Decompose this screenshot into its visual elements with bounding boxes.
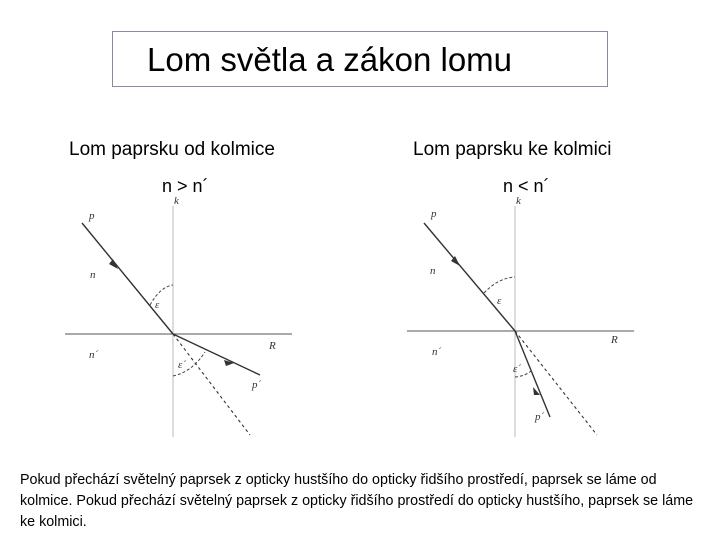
title-box [112,31,608,87]
label-epsilon-prime: ε´ [178,359,186,371]
label-epsilon-prime: ε´ [513,363,521,375]
caption-part-3: . [82,514,87,530]
label-n-prime: n´ [89,349,99,361]
label-epsilon: ε [155,299,160,311]
label-n-prime: n´ [432,346,442,358]
label-p: p [431,208,437,220]
left-refraction-diagram [60,192,300,442]
incident-arrow [109,259,118,269]
label-p: p [89,210,95,222]
label-epsilon: ε [497,295,502,307]
label-p-prime: p´ [535,411,545,423]
right-relation: n < n´ [503,176,550,196]
caption-part-1: Pokud přechází světelný paprsek z opticky hustšího do opticky řidšího prostředí, paprsek se láme [20,472,641,488]
left-heading: Lom paprsku od kolmice [69,139,275,160]
refracted-ray [173,334,260,375]
incident-ray [82,223,173,334]
right-heading: Lom paprsku ke kolmici [413,139,612,160]
label-r: R [611,334,618,346]
label-n: n [430,265,436,277]
label-n: n [90,269,96,281]
label-r: R [269,340,276,352]
label-k: k [174,195,179,207]
incidence-angle-arc [150,285,173,305]
incident-ray [424,223,515,331]
caption-part-2: . Pokud přechází světelný paprsek z opticky řidšího prostředí do opticky hustšího, paprsek se láme [68,493,694,509]
right-refraction-diagram [402,192,642,442]
caption-emphasis-1: od kolmice [20,472,657,509]
caption-emphasis-2: ke kolmici [20,514,83,530]
slide-title: Lom světla a zákon lomu [147,41,513,78]
incidence-angle-arc [484,277,515,293]
continuation-line [515,331,597,435]
caption-text [20,470,706,533]
label-p-prime: p´ [252,379,262,391]
continuation-line [173,334,250,435]
label-k: k [516,195,521,207]
left-relation: n > n´ [162,176,209,196]
